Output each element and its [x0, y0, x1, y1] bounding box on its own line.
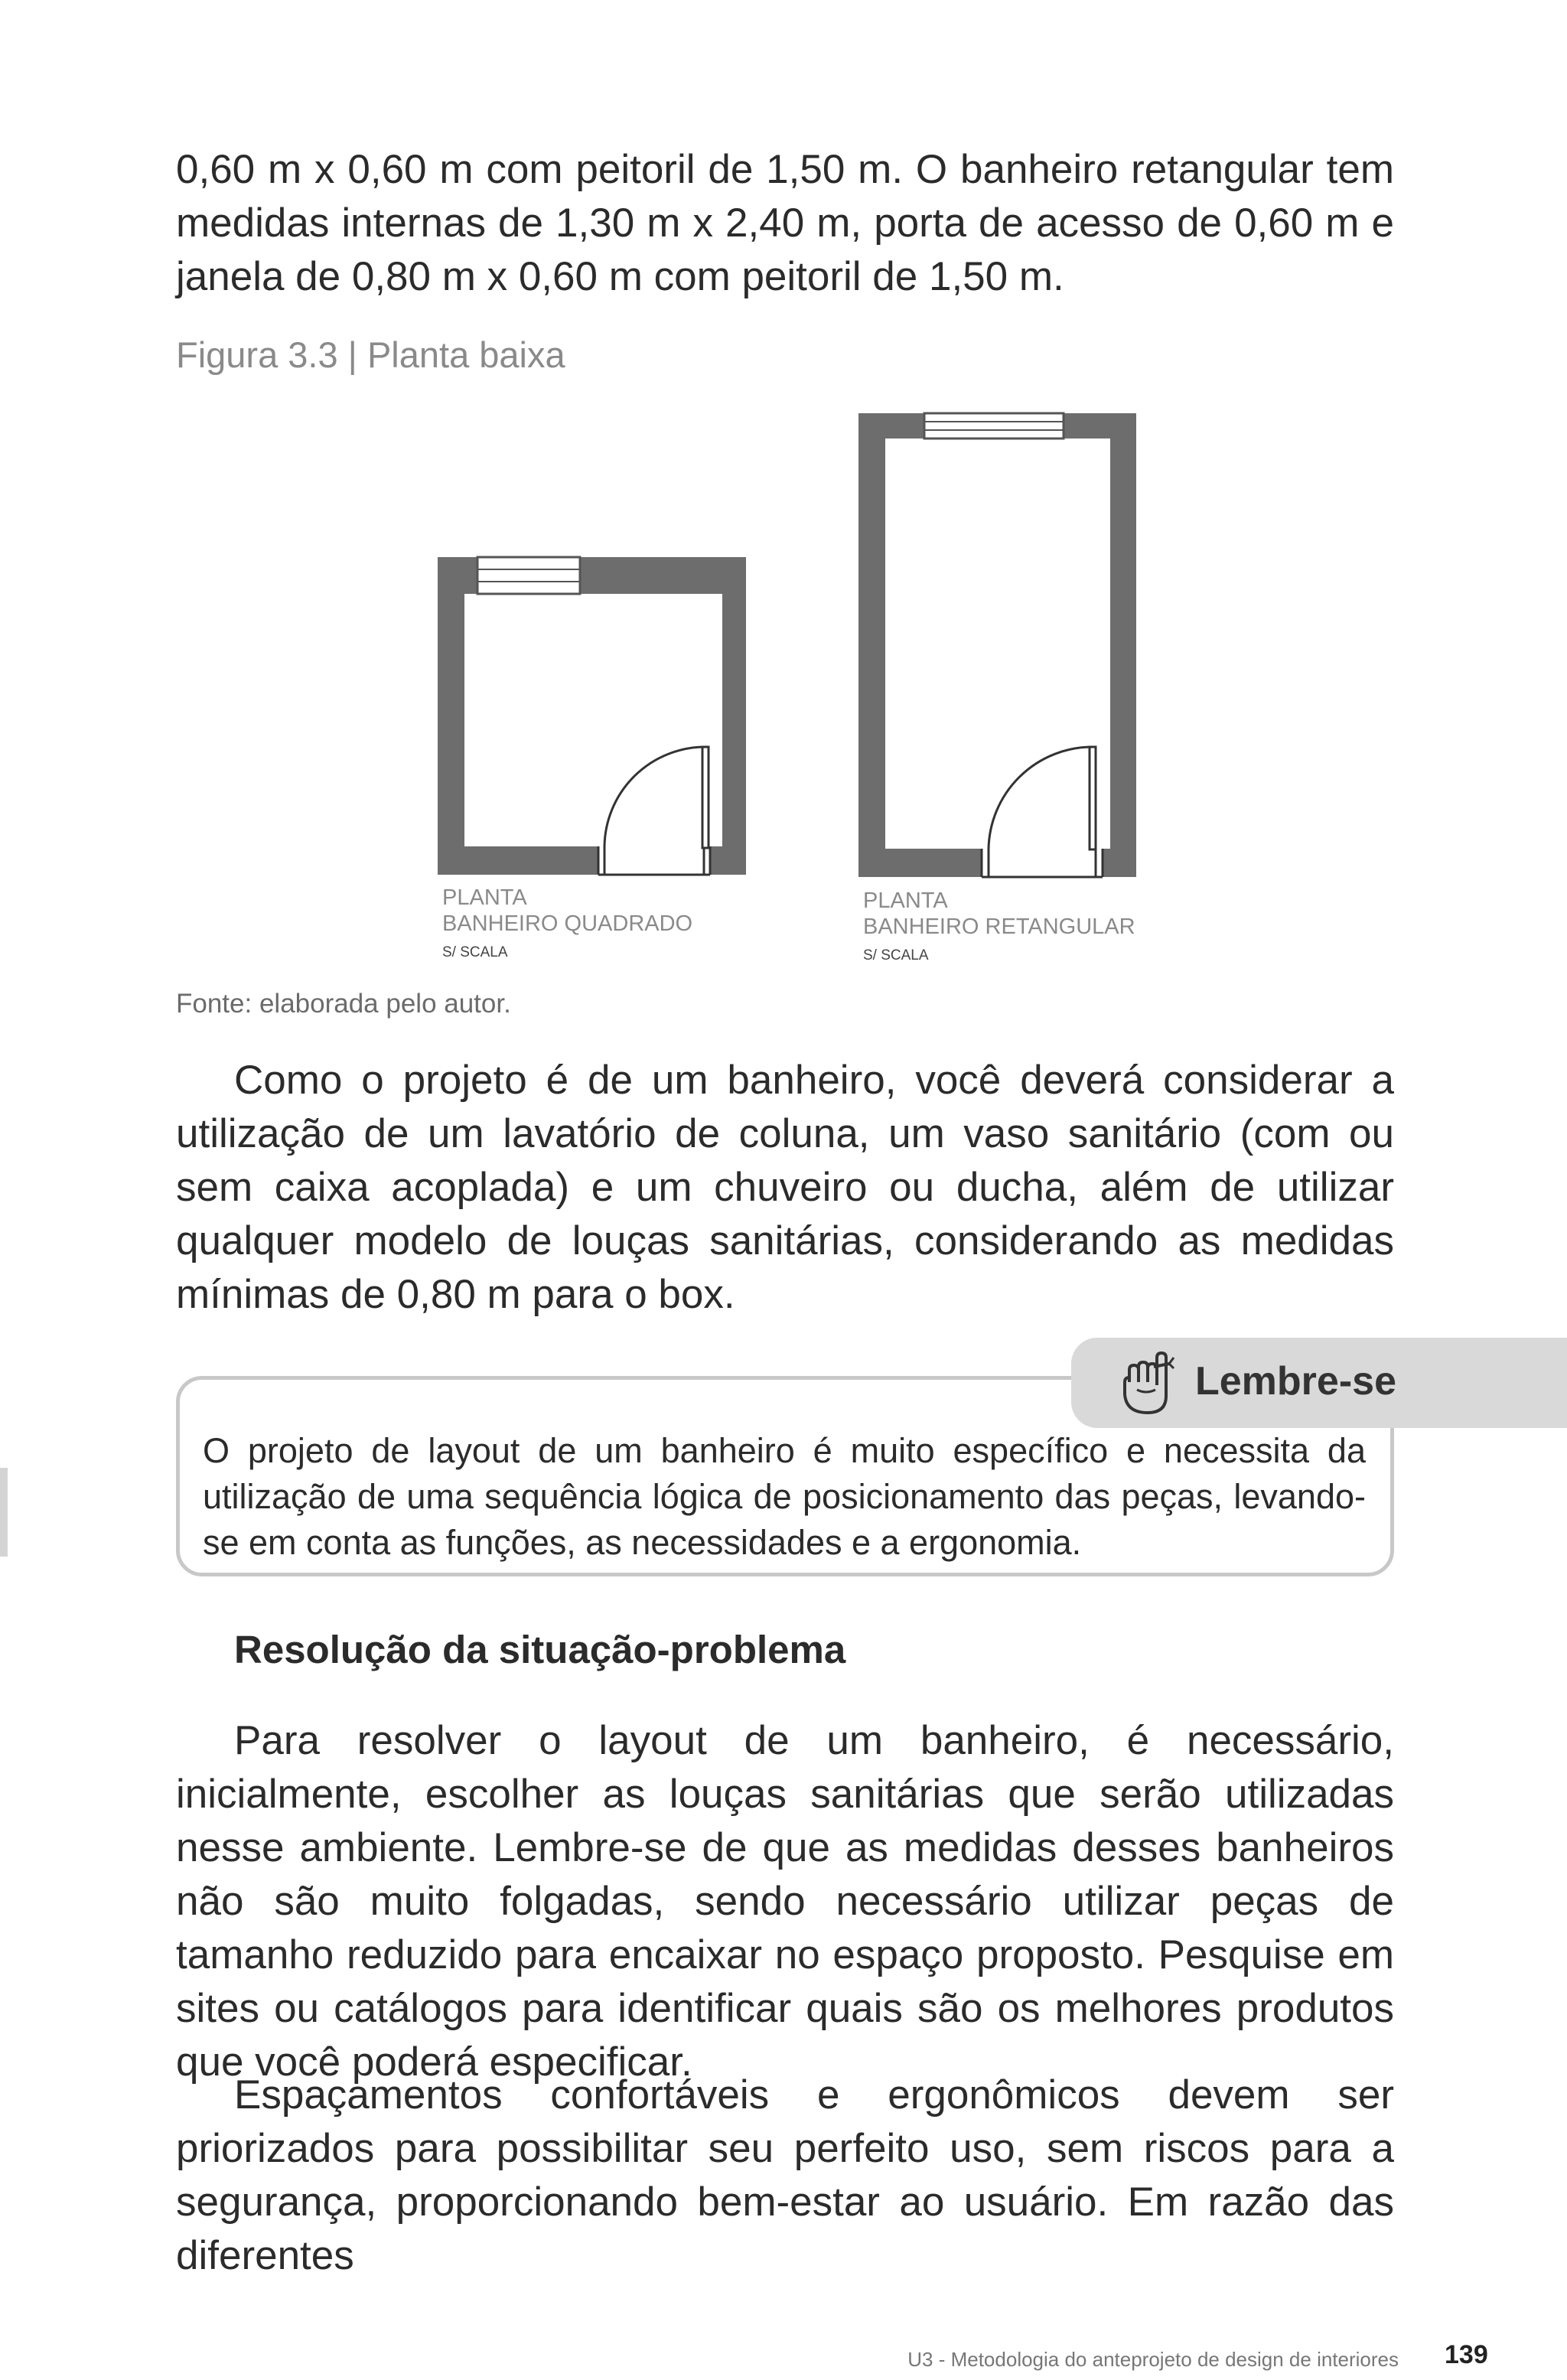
page-edge-marker	[0, 1468, 8, 1557]
square-plan-subtitle: BANHEIRO QUADRADO	[442, 911, 693, 936]
figure-source: Fonte: elaborada pelo autor.	[176, 989, 511, 1019]
rectangular-plan-subtitle: BANHEIRO RETANGULAR	[863, 915, 1135, 939]
square-plan-scale: S/ SCALA	[442, 944, 508, 960]
rectangular-bathroom-plan	[858, 413, 1136, 877]
finger-string-icon	[1119, 1351, 1175, 1416]
rectangular-plan-scale: S/ SCALA	[863, 947, 929, 963]
reminder-tab	[1071, 1338, 1567, 1428]
section-heading: Resolução da situação-problema	[234, 1628, 846, 1671]
square-bathroom-plan	[438, 557, 746, 875]
body-paragraph-3: Espaçamentos confortáveis e ergonômicos devem ser priorizados para possibilitar seu perfeito uso, sem riscos para a segurança, proporcionando bem-estar ao usuário. Em razão das diferentes	[176, 2072, 1394, 2278]
figure-caption: Figura 3.3 | Planta baixa	[176, 334, 565, 375]
body-paragraph-1: Como o projeto é de um banheiro, você deverá considerar a utilização de um lavatório de coluna, um vaso sanitário (com ou sem caixa acoplada) e um chuveiro ou ducha, além de utilizar qualquer modelo de louças sanitárias, considerando as medidas mínimas de 0,80 m para o box.	[176, 1058, 1394, 1317]
intro-paragraph: 0,60 m x 0,60 m com peitoril de 1,50 m. O banheiro retangular tem medidas internas de 1,30 m x 2,40 m, porta de acesso de 0,60 m e janela de 0,80 m x 0,60 m com peitoril de 1,50 m.	[176, 147, 1394, 299]
rectangular-plan-label	[863, 888, 1135, 969]
rectangular-plan-title: PLANTA	[863, 888, 948, 913]
reminder-title: Lembre-se	[1195, 1359, 1396, 1404]
reminder-text: O projeto de layout de um banheiro é muito específico e necessita da utilização de uma sequência lógica de posicionamento das peças, levando-se em conta as funções, as necessidades e a ergonomia.	[203, 1431, 1366, 1562]
square-plan-label	[442, 885, 692, 966]
footer-chapter-title: U3 - Metodologia do anteprojeto de design de interiores	[907, 2348, 1399, 2371]
body-paragraph-2: Para resolver o layout de um banheiro, é necessário, inicialmente, escolher as louças sanitárias que serão utilizadas nesse ambiente. Lembre-se de que as medidas desses banheiros não são muito folgadas, sendo necessário utilizar peças de tamanho reduzido para encaixar no espaço proposto. Pesquise em sites ou catálogos para identificar quais são os melhores produtos que você poderá especificar.	[176, 1718, 1394, 2085]
square-plan-title: PLANTA	[442, 885, 527, 910]
page-number: 139	[1445, 2340, 1488, 2369]
